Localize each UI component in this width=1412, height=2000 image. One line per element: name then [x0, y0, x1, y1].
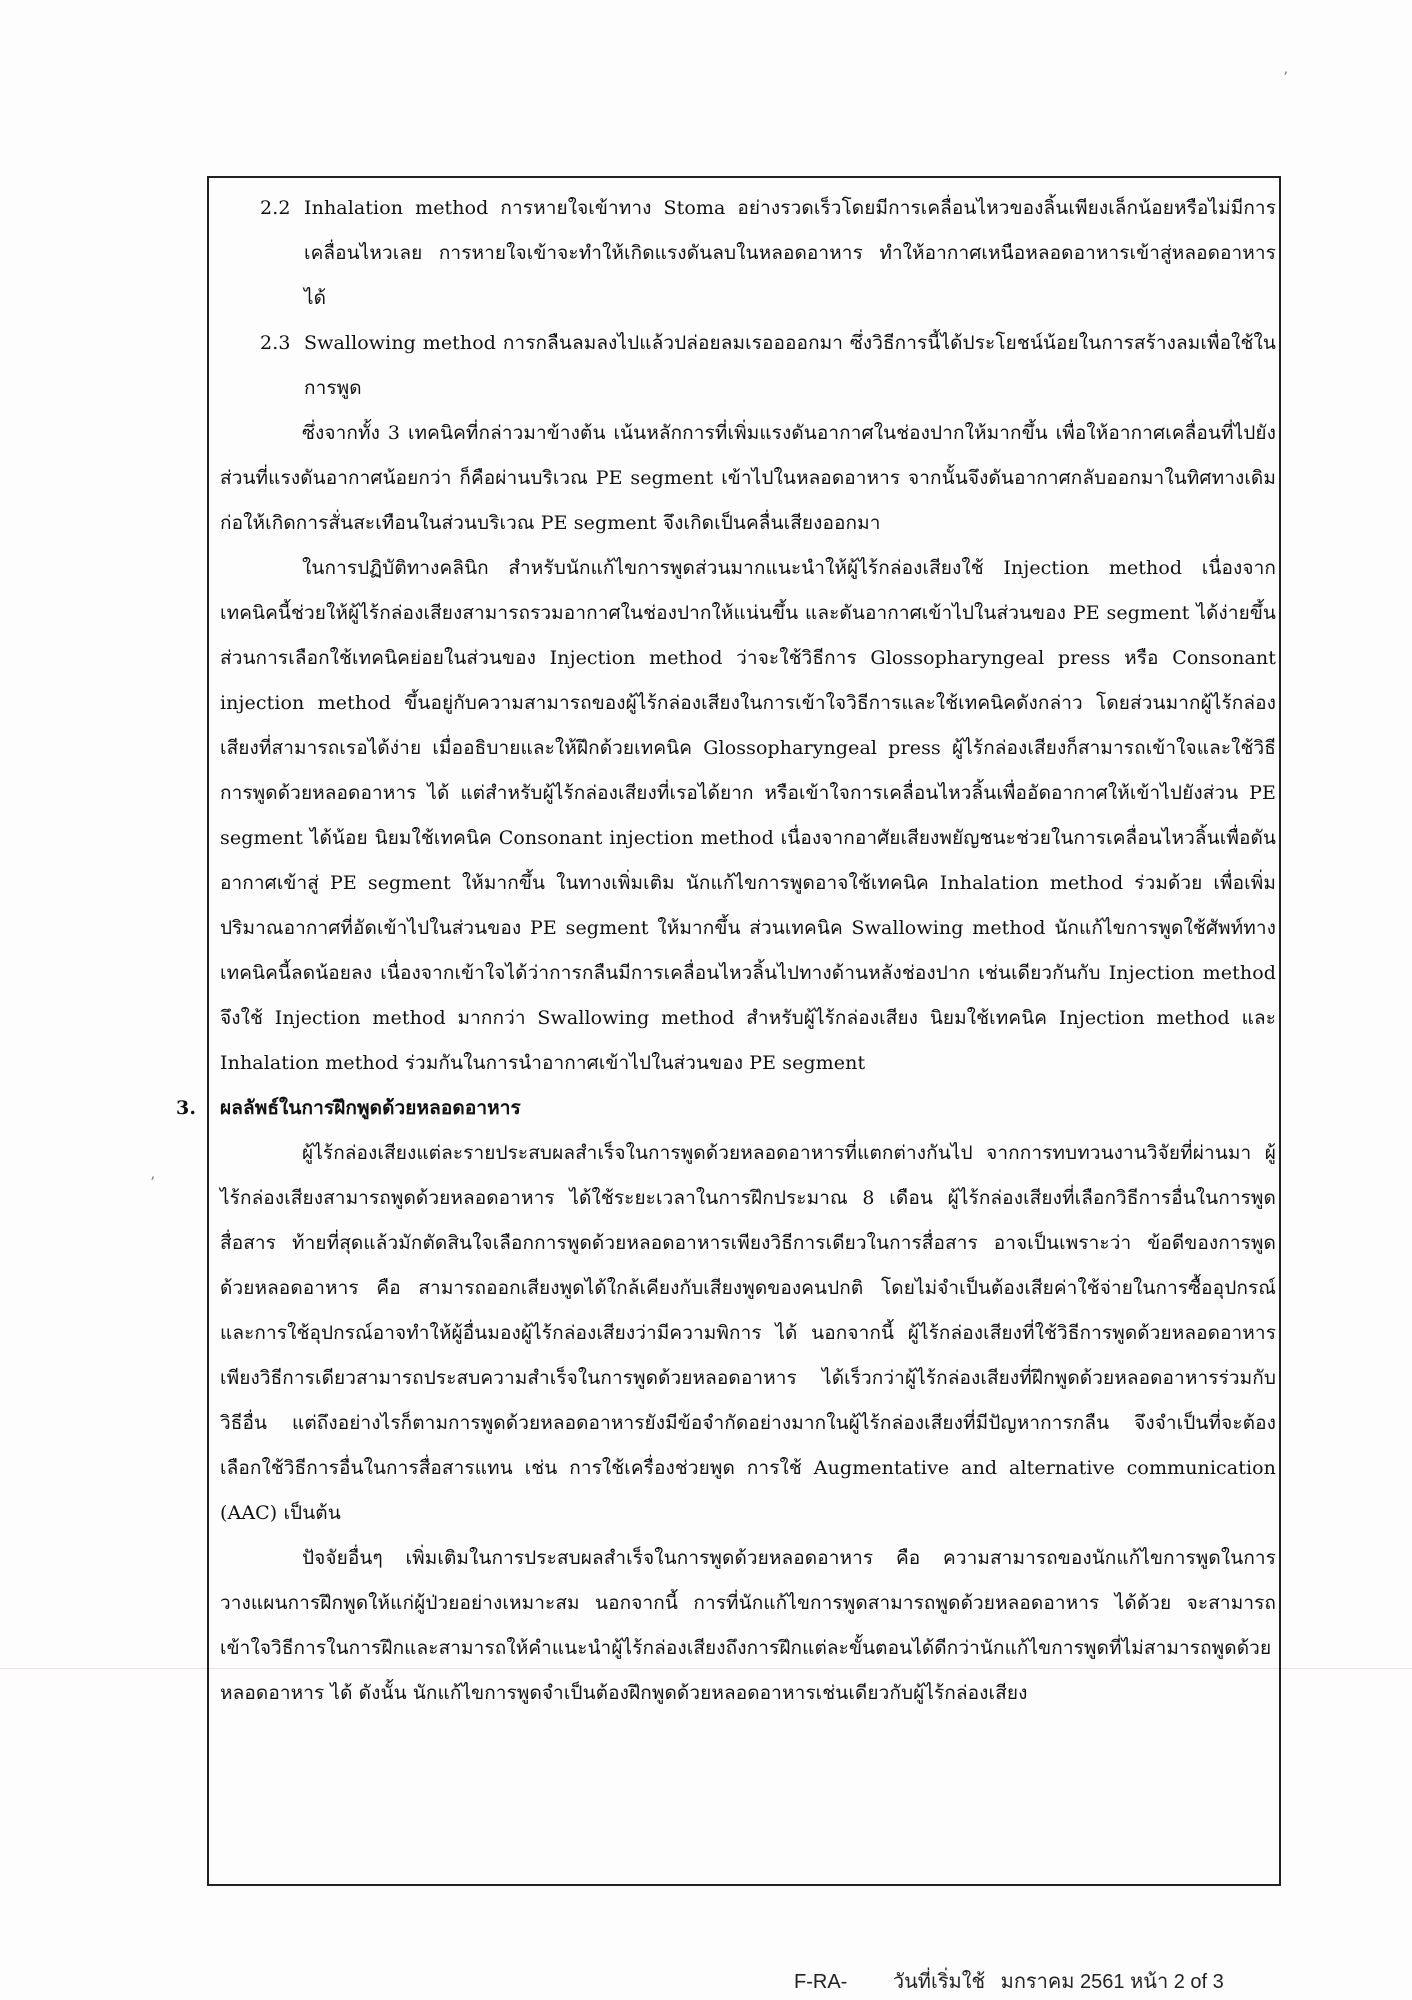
section-title: ผลลัพธ์ในการฝึกพูดด้วยหลอดอาหาร [220, 1097, 521, 1119]
paragraph: ปัจจัยอื่นๆ เพิ่มเติมในการประสบผลสำเร็จในการพูดด้วยหลอดอาหาร คือ ความสามารถของนักแก้ไขการพูดในการวางแผนการฝึกพูดให้แก่ผู้ป่วยอย่างเหมาะสม นอกจากนี้ การที่นักแก้ไขการพูดสามารถพูดด้วยหลอดอาหาร ได้ด้วย จะสามารถเข้าใจวิธีการในการฝึกและสามารถให้คำแนะนำผู้ไร้กล่องเสียงถึงการฝึกแต่ละขั้นตอนได้ดีกว่านักแก้ไขการพูดที่ไม่สามารถพูดด้วยหลอดอาหาร ได้ ดังนั้น นักแก้ไขการพูดจำเป็นต้องฝึกพูดด้วยหลอดอาหารเช่นเดียวกับผู้ไร้กล่องเสียง [220, 1547, 1276, 1704]
scan-mark: ʼ [1283, 70, 1288, 86]
effective-date: มกราคม 2561 [1000, 1971, 1125, 1993]
effective-date-label: วันที่เริ่มใช้ [892, 1971, 986, 1993]
form-code: F-RA- [794, 1971, 848, 1993]
subsection-text: Swallowing method การกลืนลมลงไปแล้วปล่อยลมเรออออกมา ซึ่งวิธีการนี้ได้ประโยชน์น้อยในการสร้างลมเพื่อใช้ในการพูด [304, 332, 1276, 399]
page-number: หน้า 2 of 3 [1130, 1971, 1224, 1993]
subsection-2-2 [260, 186, 1276, 321]
subsection-2-3 [260, 321, 1276, 411]
page-footer [794, 1965, 1274, 1997]
subsection-text: Inhalation method การหายใจเข้าทาง Stoma อย่างรวดเร็วโดยมีการเคลื่อนไหวของลิ้นเพียงเล็กน้อยหรือไม่มีการเคลื่อนไหวเลย การหายใจเข้าจะทำให้เกิดแรงดันลบในหลอดอาหาร ทำให้อากาศเหนือหลอดอาหารเข้าสู่หลอดอาหารได้ [304, 197, 1276, 309]
subsection-number: 2.2 [260, 197, 291, 219]
document-body [176, 186, 1276, 1716]
section-heading [176, 1086, 1276, 1131]
paragraph: ผู้ไร้กล่องเสียงแต่ละรายประสบผลสำเร็จในการพูดด้วยหลอดอาหารที่แตกต่างกันไป จากการทบทวนงานวิจัยที่ผ่านมา ผู้ไร้กล่องเสียงสามารถพูดด้วยหลอดอาหาร ได้ใช้ระยะเวลาในการฝึกประมาณ 8 เดือน ผู้ไร้กล่องเสียงที่เลือกวิธีการอื่นในการพูดสื่อสาร ท้ายที่สุดแล้วมักตัดสินใจเลือกการพูดด้วยหลอดอาหารเพียงวิธีการเดียวในการสื่อสาร อาจเป็นเพราะว่า ข้อดีของการพูดด้วยหลอดอาหาร คือ สามารถออกเสียงพูดได้ใกล้เคียงกับเสียงพูดของคนปกติ โดยไม่จำเป็นต้องเสียค่าใช้จ่ายในการซื้ออุปกรณ์ และการใช้อุปกรณ์อาจทำให้ผู้อื่นมองผู้ไร้กล่องเสียงว่ามีความพิการ ได้ นอกจากนี้ ผู้ไร้กล่องเสียงที่ใช้วิธีการพูดด้วยหลอดอาหารเพียงวิธีการเดียวสามารถประสบความสำเร็จในการพูดด้วยหลอดอาหาร ได้เร็วกว่าผู้ไร้กล่องเสียงที่ฝึกพูดด้วยหลอดอาหารร่วมกับวิธีอื่น แต่ถึงอย่างไรก็ตามการพูดด้วยหลอดอาหารยังมีข้อจำกัดอย่างมากในผู้ไร้กล่องเสียงที่มีปัญหาการกลืน จึงจำเป็นที่จะต้องเลือกใช้วิธีการอื่นในการสื่อสารแทน เช่น การใช้เครื่องช่วยพูด การใช้ Augmentative and alternative communication (AAC) เป็นต้น [220, 1142, 1276, 1524]
scan-mark: ʼ [150, 1175, 155, 1191]
paragraph: ในการปฏิบัติทางคลินิก สำหรับนักแก้ไขการพูดส่วนมากแนะนำให้ผู้ไร้กล่องเสียงใช้ Injection method เนื่องจากเทคนิคนี้ช่วยให้ผู้ไร้กล่องเสียงสามารถรวมอากาศในช่องปากให้แน่นขึ้น และดันอากาศเข้าไปในส่วนของ PE segment ได้ง่ายขึ้น ส่วนการเลือกใช้เทคนิคย่อยในส่วนของ Injection method ว่าจะใช้วิธีการ Glossopharyngeal press หรือ Consonant injection method ขึ้นอยู่กับความสามารถของผู้ไร้กล่องเสียงในการเข้าใจวิธีการและใช้เทคนิคดังกล่าว โดยส่วนมากผู้ไร้กล่องเสียงที่สามารถเรอได้ง่าย เมื่ออธิบายและให้ฝึกด้วยเทคนิค Glossopharyngeal press ผู้ไร้กล่องเสียงก็สามารถเข้าใจและใช้วิธีการพูดด้วยหลอดอาหาร ได้ แต่สำหรับผู้ไร้กล่องเสียงที่เรอได้ยาก หรือเข้าใจการเคลื่อนไหวลิ้นเพื่ออัดอากาศให้เข้าไปยังส่วน PE segment ได้น้อย นิยมใช้เทคนิค Consonant injection method เนื่องจากอาศัยเสียงพยัญชนะช่วยในการเคลื่อนไหวลิ้นเพื่อดันอากาศเข้าสู่ PE segment ให้มากขึ้น ในทางเพิ่มเติม นักแก้ไขการพูดอาจใช้เทคนิค Inhalation method ร่วมด้วย เพื่อเพิ่มปริมาณอากาศที่อัดเข้าไปในส่วนของ PE segment ให้มากขึ้น ส่วนเทคนิค Swallowing method นักแก้ไขการพูดใช้ศัพท์ทางเทคนิคนี้ลดน้อยลง เนื่องจากเข้าใจได้ว่าการกลืนมีการเคลื่อนไหวลิ้นไปทางด้านหลังช่องปาก เช่นเดียวกันกับ Injection method จึงใช้ Injection method มากกว่า Swallowing method สำหรับผู้ไร้กล่องเสียง นิยมใช้เทคนิค Injection method และ Inhalation method ร่วมกันในการนำอากาศเข้าไปในส่วนของ PE segment [220, 557, 1276, 1074]
section-number: 3. [176, 1097, 197, 1119]
paragraph: ซึ่งจากทั้ง 3 เทคนิคที่กล่าวมาข้างต้น เน้นหลักการที่เพิ่มแรงดันอากาศในช่องปากให้มากขึ้น เพื่อให้อากาศเคลื่อนที่ไปยังส่วนที่แรงดันอากาศน้อยกว่า ก็คือผ่านบริเวณ PE segment เข้าไปในหลอดอาหาร จากนั้นจึงดันอากาศกลับออกมาในทิศทางเดิมก่อให้เกิดการสั่นสะเทือนในส่วนบริเวณ PE segment จึงเกิดเป็นคลื่นเสียงออกมา [220, 422, 1276, 534]
subsection-number: 2.3 [260, 332, 291, 354]
